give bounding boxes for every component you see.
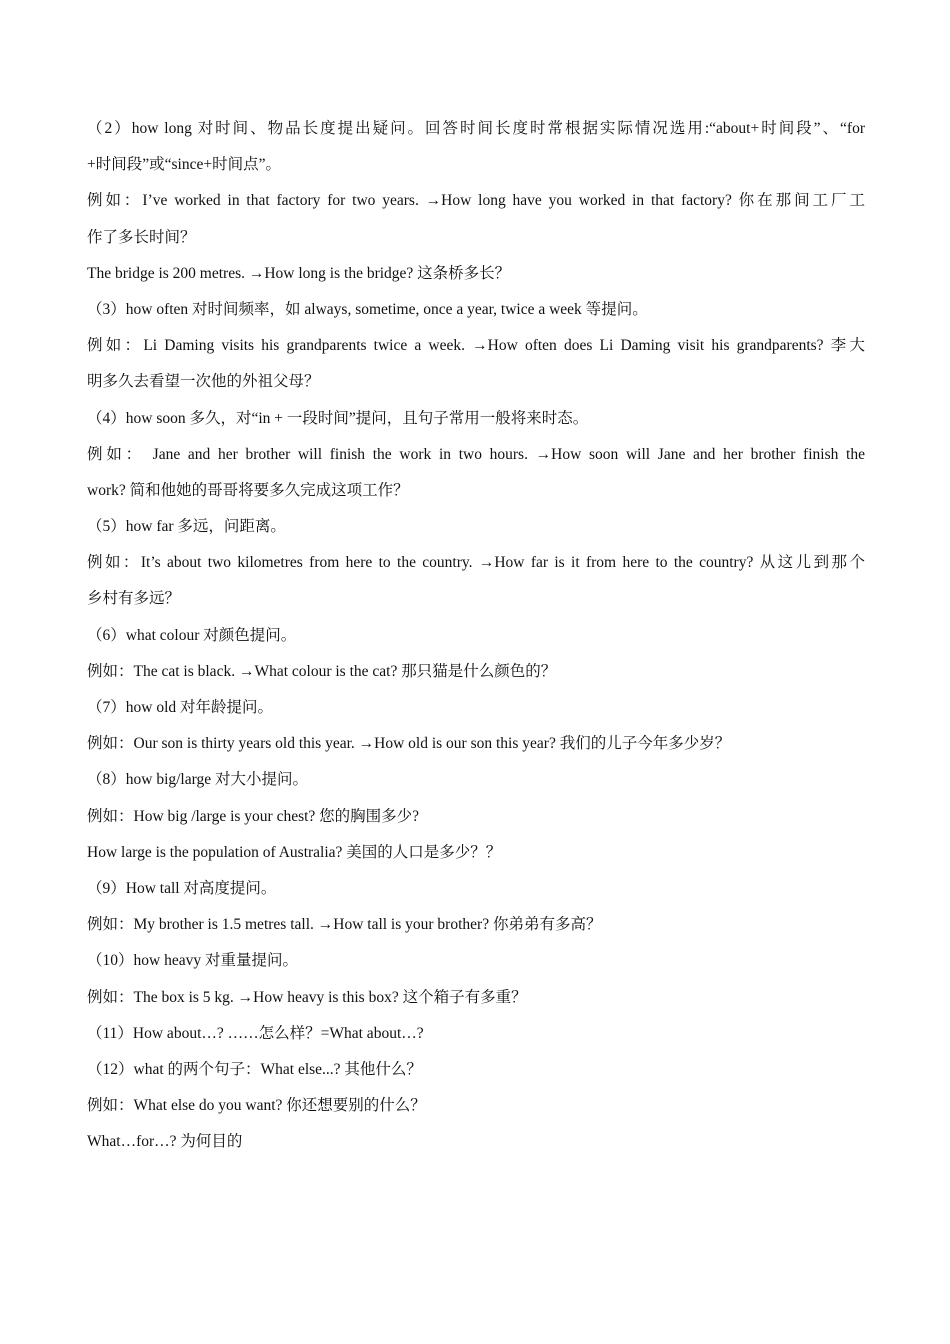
document-body [87,111,865,1160]
text-line-how-often-heading: （3）how often 对时间频率，如 always, sometime, once a year, twice a week 等提问。 [87,300,648,318]
text-line-how-big-example: 例如：How big /large is your chest? 您的胸围多少? [87,807,420,825]
text-line-how-long-heading: （2）how long 对时间、物品长度提出疑问。回答时间长度时常根据实际情况选用:“about+时间段”、“for [87,120,865,137]
text-line-what-else-example: 例如：What else do you want? 你还想要别的什么？ [87,1097,426,1115]
text-line-how-about-heading: （11）How about…? ……怎么样？=What about…? [87,1024,424,1042]
text-line-how-big-heading: （8）how big/large 对大小提问。 [87,771,309,789]
text-line-how-far-heading: （5）how far 多远，问距离。 [87,518,286,536]
text-line-how-often-example: 例如：Li Daming visits his grandparents twice a week. →How often does Li Daming visit his grandparents? 李大 [87,337,865,355]
text-line-how-old-example: 例如：Our son is thirty years old this year. →How old is our son this year? 我们的儿子今年多少岁？ [87,735,731,753]
text-line-what-colour-heading: （6）what colour 对颜色提问。 [87,626,297,644]
text-line-how-far-example-cont: 乡村有多远？ [87,590,181,608]
text-line-how-soon-example: 例如： Jane and her brother will finish the work in two hours. →How soon will Jane and her brother finish the [87,445,865,463]
text-line-bridge-example: The bridge is 200 metres. →How long is the bridge? 这条桥多长？ [87,264,511,282]
text-line-how-tall-heading: （9）How tall 对高度提问。 [87,879,277,897]
text-line-how-soon-heading: （4）how soon 多久，对“in + 一段时间”提问，且句子常用一般将来时态。 [87,409,589,427]
text-line-what-colour-example: 例如：The cat is black. →What colour is the cat? 那只猫是什么颜色的？ [87,662,557,680]
text-line-how-long-example: 例如：I’ve worked in that factory for two years. →How long have you worked in that factory? 你在那间工厂工 [87,192,865,210]
text-line-how-tall-example: 例如：My brother is 1.5 metres tall. →How tall is your brother? 你弟弟有多高？ [87,916,602,934]
text-line-how-long-heading-cont: +时间段”或“since+时间点”。 [87,156,281,174]
text-line-how-heavy-heading: （10）how heavy 对重量提问。 [87,952,298,970]
text-line-how-soon-example-cont: work? 简和他她的哥哥将要多久完成这项工作？ [87,481,409,499]
text-line-how-long-example-cont: 作了多长时间？ [87,228,196,246]
text-line-what-else-heading: （12）what 的两个句子：What else...? 其他什么？ [87,1060,422,1078]
text-line-how-heavy-example: 例如：The box is 5 kg. →How heavy is this box? 这个箱子有多重？ [87,988,527,1006]
text-line-what-for: What…for…? 为何目的 [87,1133,243,1151]
text-line-how-often-example-cont: 明多久去看望一次他的外祖父母？ [87,373,320,391]
text-line-how-old-heading: （7）how old 对年龄提问。 [87,699,274,716]
text-line-population-example: How large is the population of Australia? 美国的人口是多少？？ [87,843,502,861]
text-line-how-far-example: 例如：It’s about two kilometres from here to the country. →How far is it from here to the country? 从这儿到那个 [87,554,865,572]
